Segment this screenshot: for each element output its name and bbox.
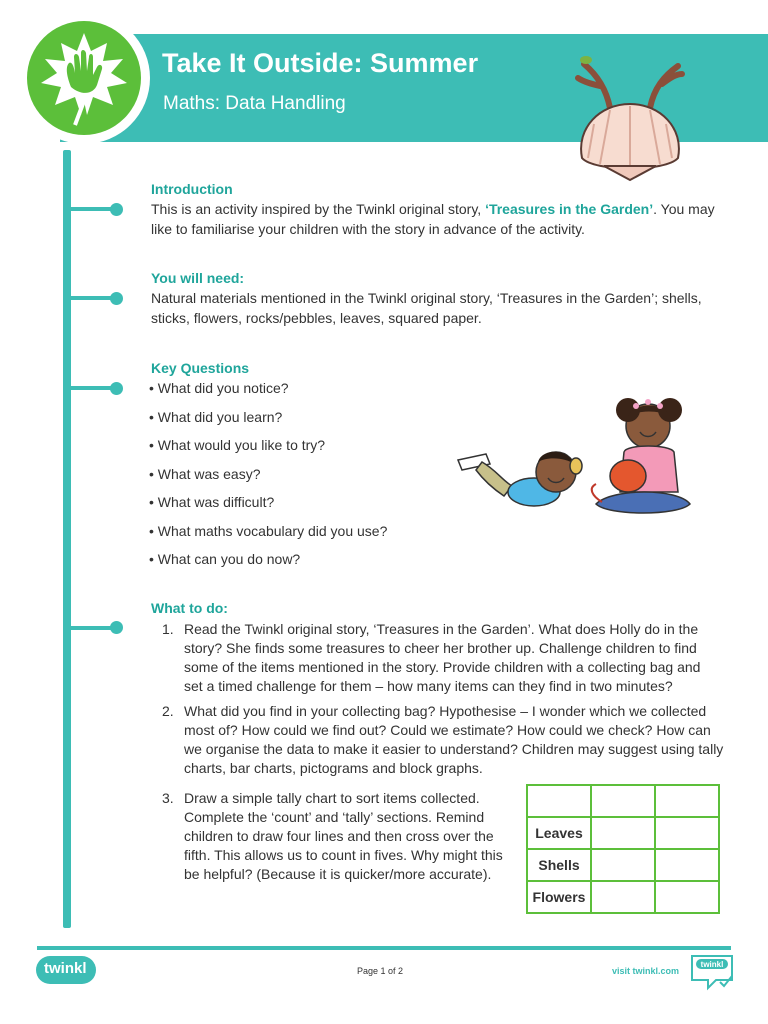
- introduction-heading: Introduction: [151, 181, 233, 197]
- badge-text: twinkl: [700, 960, 724, 969]
- timeline-branch: [66, 626, 114, 630]
- introduction-text-end: . You may like to familiarise your children with the story in advance of the activity.: [151, 201, 715, 237]
- story-title: ‘Treasures in the Garden’: [485, 201, 654, 217]
- page-number: Page 1 of 2: [357, 966, 404, 976]
- step-text: Draw a simple tally chart to sort items collected. Complete the ‘count’ and ‘tally’ sections. Remind children to draw four lines and then cross over the fifth. This allows us to count in fives. Why might this be helpful? (Because it is quicker/more accurate).: [184, 790, 503, 882]
- you-will-need-heading: You will need:: [151, 270, 245, 286]
- step-number: 1.: [162, 621, 174, 637]
- table-row: [527, 881, 719, 913]
- question-item: • What was difficult?: [149, 494, 275, 510]
- step-number: 3.: [162, 790, 174, 806]
- you-will-need-text: Natural materials mentioned in the Twinkl original story, ‘Treasures in the Garden’; shells, sticks, flowers, rocks/pebbles, leaves, squared paper.: [151, 290, 702, 326]
- timeline-line: [63, 150, 71, 928]
- row-label: Flowers: [527, 881, 591, 913]
- table-cell: [591, 881, 655, 913]
- step-text: Read the Twinkl original story, ‘Treasures in the Garden’. What does Holly do in the story? She finds some treasures to cheer her brother up. Challenge children to find some of the items mentioned in the story. Provide children with a collecting bag and set a timed challenge for them – how many items can they find in two minutes?: [184, 621, 701, 694]
- key-questions-heading: Key Questions: [151, 360, 250, 376]
- what-to-do-heading: What to do:: [151, 600, 228, 616]
- question-item: • What did you learn?: [149, 409, 283, 425]
- timeline-branch: [66, 207, 114, 211]
- timeline-branch: [66, 386, 114, 390]
- website-link[interactable]: visit twinkl.com: [612, 966, 680, 976]
- table-cell: [527, 785, 591, 817]
- timeline-branch: [66, 296, 114, 300]
- introduction-text-start: This is an activity inspired by the Twinkl original story,: [151, 201, 486, 217]
- question-item: • What would you like to try?: [149, 437, 326, 453]
- table-row: [527, 817, 719, 849]
- table-cell: [655, 881, 719, 913]
- introduction-text: [151, 199, 723, 239]
- table-row: [527, 849, 719, 881]
- timeline-node: [110, 621, 123, 634]
- footer-divider: [37, 946, 731, 950]
- page-subtitle: Maths: Data Handling: [163, 93, 346, 114]
- quality-badge-icon: [688, 952, 736, 992]
- step-text: What did you find in your collecting bag? Hypothesise – I wonder which we collected most of? How could we find out? Could we estimate? How could we check? How can we organise the data to make it easier to understand? Children may suggest using tally charts, bar charts, pictograms and block graphs.: [184, 703, 724, 776]
- children-illustration: [452, 392, 692, 524]
- table-cell: [655, 849, 719, 881]
- page-title: Take It Outside: Summer: [162, 48, 479, 78]
- table-cell: [655, 817, 719, 849]
- timeline-node: [110, 382, 123, 395]
- table-cell: [591, 785, 655, 817]
- question-item: • What maths vocabulary did you use?: [149, 523, 388, 539]
- row-label: Shells: [527, 849, 591, 881]
- table-cell: [655, 785, 719, 817]
- step-number: 2.: [162, 703, 174, 719]
- table-cell: [591, 849, 655, 881]
- table-row: [527, 785, 719, 817]
- shell-antler-illustration: [570, 48, 690, 188]
- row-label: Leaves: [527, 817, 591, 849]
- question-item: • What was easy?: [149, 466, 261, 482]
- tally-chart: [526, 784, 720, 914]
- twinkl-logo-text: twinkl: [44, 960, 87, 977]
- timeline-node: [110, 292, 123, 305]
- table-cell: [591, 817, 655, 849]
- timeline-node: [110, 203, 123, 216]
- question-item: • What did you notice?: [149, 380, 289, 396]
- question-item: • What can you do now?: [149, 551, 301, 567]
- leaf-hand-icon: [27, 21, 141, 135]
